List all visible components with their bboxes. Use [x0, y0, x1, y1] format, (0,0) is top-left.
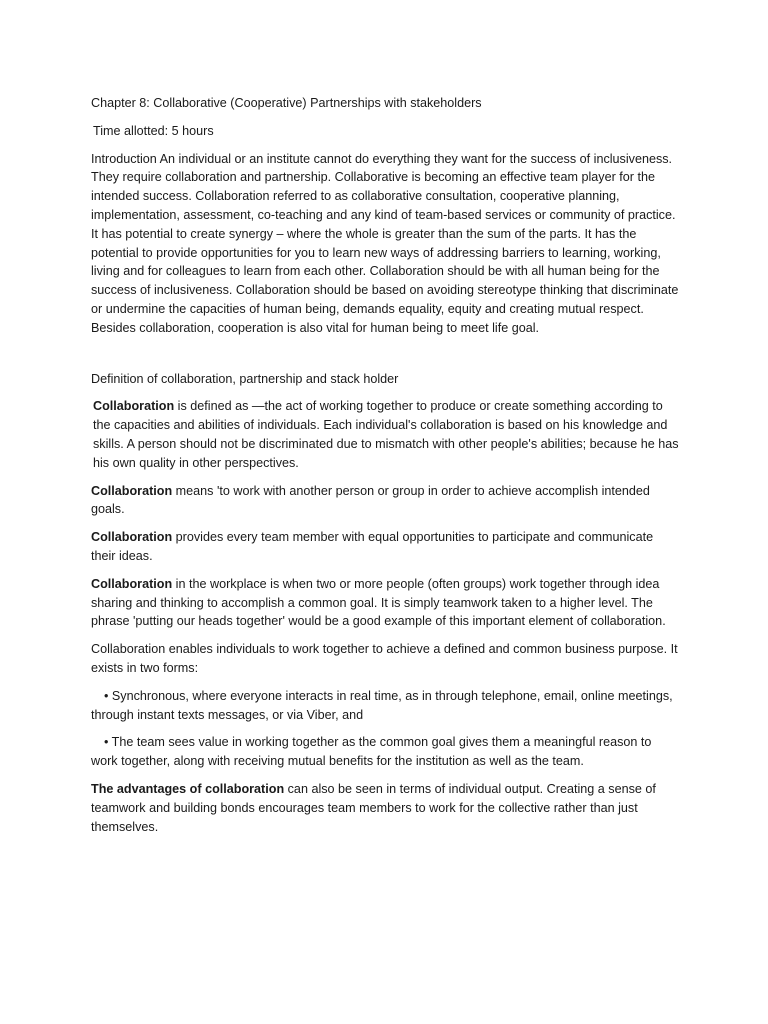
paragraph-text: is defined as ―the act of working together to produce or create something according to the capacities and abilities of individuals. Each individual's collaboration is based on his knowledge and skills. A person should not be discriminated due to mismatch with other people's abilities; because he has his own quality in other perspectives. [93, 399, 679, 470]
paragraph-collaboration-enables: Collaboration enables individuals to work together to achieve a defined and common business purpose. It exists in two forms: [91, 642, 678, 675]
chapter-title: Chapter 8: Collaborative (Cooperative) Partnerships with stakeholders [91, 96, 482, 110]
paragraph-collaboration-means [91, 482, 681, 520]
definition-heading: Definition of collaboration, partnership and stack holder [91, 371, 399, 386]
document-page [91, 94, 681, 836]
paragraph-collaboration-workplace [91, 575, 681, 631]
paragraph-collaboration-provides [91, 528, 681, 566]
paragraph-collaboration-defined [91, 397, 681, 472]
bullet-team-value: • The team sees value in working together as the common goal gives them a meaningful reason to work together, along with receiving mutual benefits for the institution as well as the team. [91, 735, 652, 769]
bullet-synchronous: • Synchronous, where everyone interacts in real time, as in through telephone, email, online meetings, through instant texts messages, or via Viber, and [91, 688, 673, 722]
bold-term: Collaboration [93, 399, 175, 414]
introduction-paragraph: Introduction An individual or an institute cannot do everything they want for the success of inclusiveness. They require collaboration and partnership. Collaborative is becoming an effective team player for the intended success. Collaboration referred to as collaborative consultation, cooperative planning, implementation, assessment, co-teaching and any kind of team-based services or community of practice. It has potential to create synergy – where the whole is greater than the sum of the parts. It has the potential to provide opportunities for you to learn new ways of addressing barriers to learning, working, living and for colleagues to learn from each other. Collaboration should be with all human being for the success of inclusiveness. Collaboration should be based on avoiding stereotype thinking that discriminate or undermine the capacities of human being, demands equality, equity and creating mutual respect. Besides collaboration, cooperation is also vital for human being to meet life goal. [91, 151, 679, 335]
bold-term: Collaboration [91, 576, 173, 591]
paragraph-text: means 'to work with another person or group in order to achieve accomplish intended goals. [91, 483, 650, 517]
bold-term: The advantages of collaboration [91, 781, 285, 796]
bold-term: Collaboration [91, 530, 173, 545]
paragraph-advantages [91, 780, 681, 836]
time-allotted: Time allotted: 5 hours [93, 123, 214, 138]
paragraph-text: can also be seen in terms of individual output. Creating a sense of teamwork and building bonds encourages team members to work for the collective rather than just themselves. [91, 781, 656, 834]
paragraph-text: provides every team member with equal opportunities to participate and communicate their ideas. [91, 530, 654, 563]
bold-term: Collaboration [91, 483, 173, 498]
paragraph-text: in the workplace is when two or more people (often groups) work together through idea sharing and thinking to accomplish a common goal. It is simply teamwork taken to a higher level. The phrase 'putting our heads together' would be a good example of this important element of collaboration. [91, 576, 666, 629]
